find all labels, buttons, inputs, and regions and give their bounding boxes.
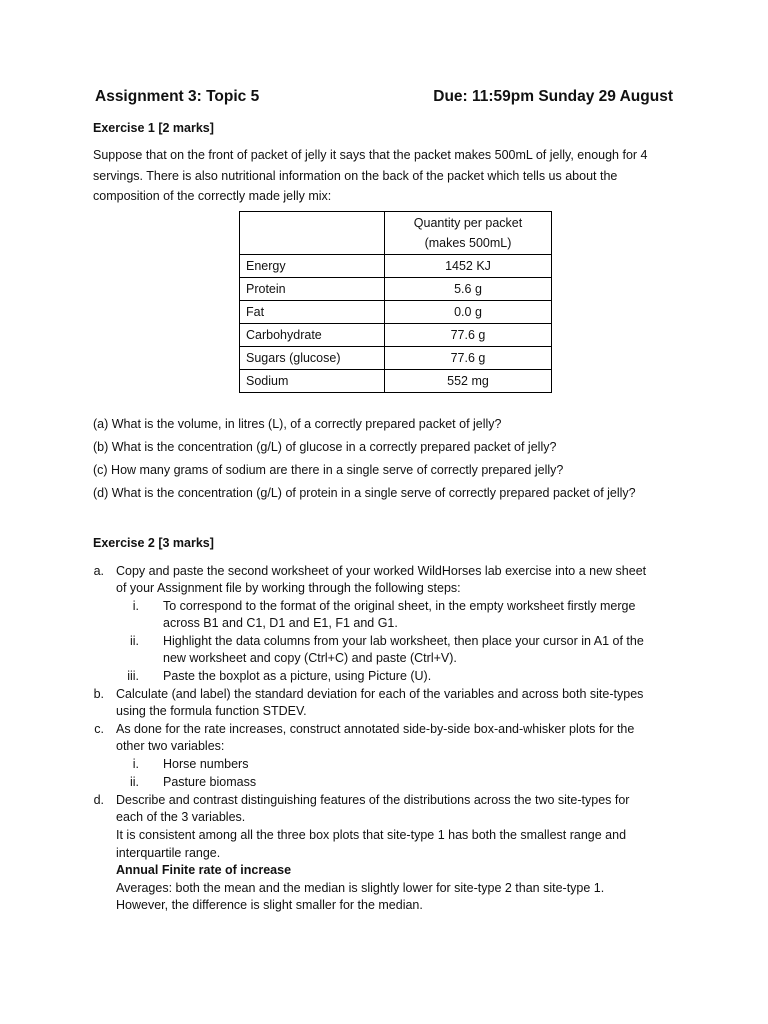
- row-label: Protein: [240, 278, 385, 301]
- list-text: across B1 and C1, D1 and E1, F1 and G1.: [163, 616, 398, 630]
- list-text: To correspond to the format of the original sheet, in the empty worksheet firstly merge: [163, 599, 636, 613]
- table-row: [240, 370, 552, 393]
- answer-text: However, the difference is slight smaller for the median.: [116, 898, 423, 912]
- list-text: Highlight the data columns from your lab worksheet, then place your cursor in A1 of the: [163, 634, 644, 648]
- list-text: Describe and contrast distinguishing features of the distributions across the two site-types for: [116, 793, 630, 807]
- table-row: [240, 347, 552, 370]
- list-text: Copy and paste the second worksheet of your worked WildHorses lab exercise into a new sheet: [116, 564, 647, 578]
- list-marker: ii.: [129, 775, 139, 789]
- table-row: [240, 278, 552, 301]
- intro-line: Suppose that on the front of packet of jelly it says that the packet makes 500mL of jelly, enough for 4: [93, 148, 648, 162]
- assignment-title: Assignment 3: Topic 5: [95, 88, 260, 105]
- list-marker: a.: [93, 564, 104, 578]
- row-label: Sodium: [240, 370, 385, 393]
- list-marker: b.: [93, 687, 104, 701]
- row-label: Sugars (glucose): [240, 347, 385, 370]
- table-cell: [240, 212, 385, 255]
- list-marker: i.: [132, 757, 139, 771]
- row-value: 1452 KJ: [385, 255, 552, 278]
- list-text: Calculate (and label) the standard deviation for each of the variables and across both site-types: [116, 687, 644, 701]
- row-value: 552 mg: [385, 370, 552, 393]
- question-c: (c) How many grams of sodium are there in a single serve of correctly prepared jelly?: [93, 463, 564, 477]
- question-b: (b) What is the concentration (g/L) of glucose in a correctly prepared packet of jelly?: [93, 440, 557, 454]
- answer-text: Averages: both the mean and the median is slightly lower for site-type 2 than site-type 1.: [116, 881, 605, 895]
- row-value: 77.6 g: [385, 347, 552, 370]
- table-header-cell: [385, 212, 552, 255]
- table-header-row: [240, 212, 552, 255]
- intro-line: servings. There is also nutritional information on the back of the packet which tells us about the: [93, 168, 618, 183]
- list-marker: ii.: [129, 634, 139, 648]
- row-label: Fat: [240, 301, 385, 324]
- assignment-header: [95, 88, 673, 110]
- row-value: 0.0 g: [385, 301, 552, 324]
- list-text: of your Assignment file by working through the following steps:: [116, 581, 461, 595]
- list-text: using the formula function STDEV.: [116, 704, 307, 718]
- list-marker: c.: [94, 722, 104, 736]
- row-label: Energy: [240, 255, 385, 278]
- exercise-1-title: Exercise 1 [2 marks]: [93, 121, 214, 135]
- exercise-2-title: Exercise 2 [3 marks]: [93, 536, 214, 550]
- list-text: Horse numbers: [163, 757, 249, 771]
- answer-text: interquartile range.: [116, 846, 221, 860]
- list-text: As done for the rate increases, construct annotated side-by-side box-and-whisker plots for the: [116, 722, 635, 736]
- list-text: Pasture biomass: [163, 775, 257, 789]
- row-value: 5.6 g: [385, 278, 552, 301]
- due-date: Due: 11:59pm Sunday 29 August: [433, 88, 673, 105]
- nutrition-table: [239, 211, 552, 393]
- list-marker: iii.: [127, 669, 139, 683]
- list-marker: i.: [132, 599, 139, 613]
- list-text: each of the 3 variables.: [116, 810, 246, 824]
- answer-text: It is consistent among all the three box plots that site-type 1 has both the smallest range and: [116, 828, 627, 842]
- list-text: new worksheet and copy (Ctrl+C) and paste (Ctrl+V).: [163, 651, 457, 665]
- exercise-1-intro: [93, 145, 683, 207]
- list-text: other two variables:: [116, 739, 225, 753]
- question-a: (a) What is the volume, in litres (L), of a correctly prepared packet of jelly?: [93, 417, 502, 431]
- list-text: Paste the boxplot as a picture, using Picture (U).: [163, 669, 432, 683]
- row-label: Carbohydrate: [240, 324, 385, 347]
- row-value: 77.6 g: [385, 324, 552, 347]
- table-row: [240, 301, 552, 324]
- question-d: (d) What is the concentration (g/L) of protein in a single serve of correctly prepared packet of jelly?: [93, 486, 636, 500]
- table-row: [240, 255, 552, 278]
- list-marker: d.: [93, 793, 104, 807]
- header-line: Quantity per packet: [413, 216, 523, 230]
- table-row: [240, 324, 552, 347]
- intro-line: composition of the correctly made jelly mix:: [93, 189, 332, 203]
- answer-subheading: Annual Finite rate of increase: [116, 863, 292, 877]
- header-line: (makes 500mL): [424, 236, 512, 250]
